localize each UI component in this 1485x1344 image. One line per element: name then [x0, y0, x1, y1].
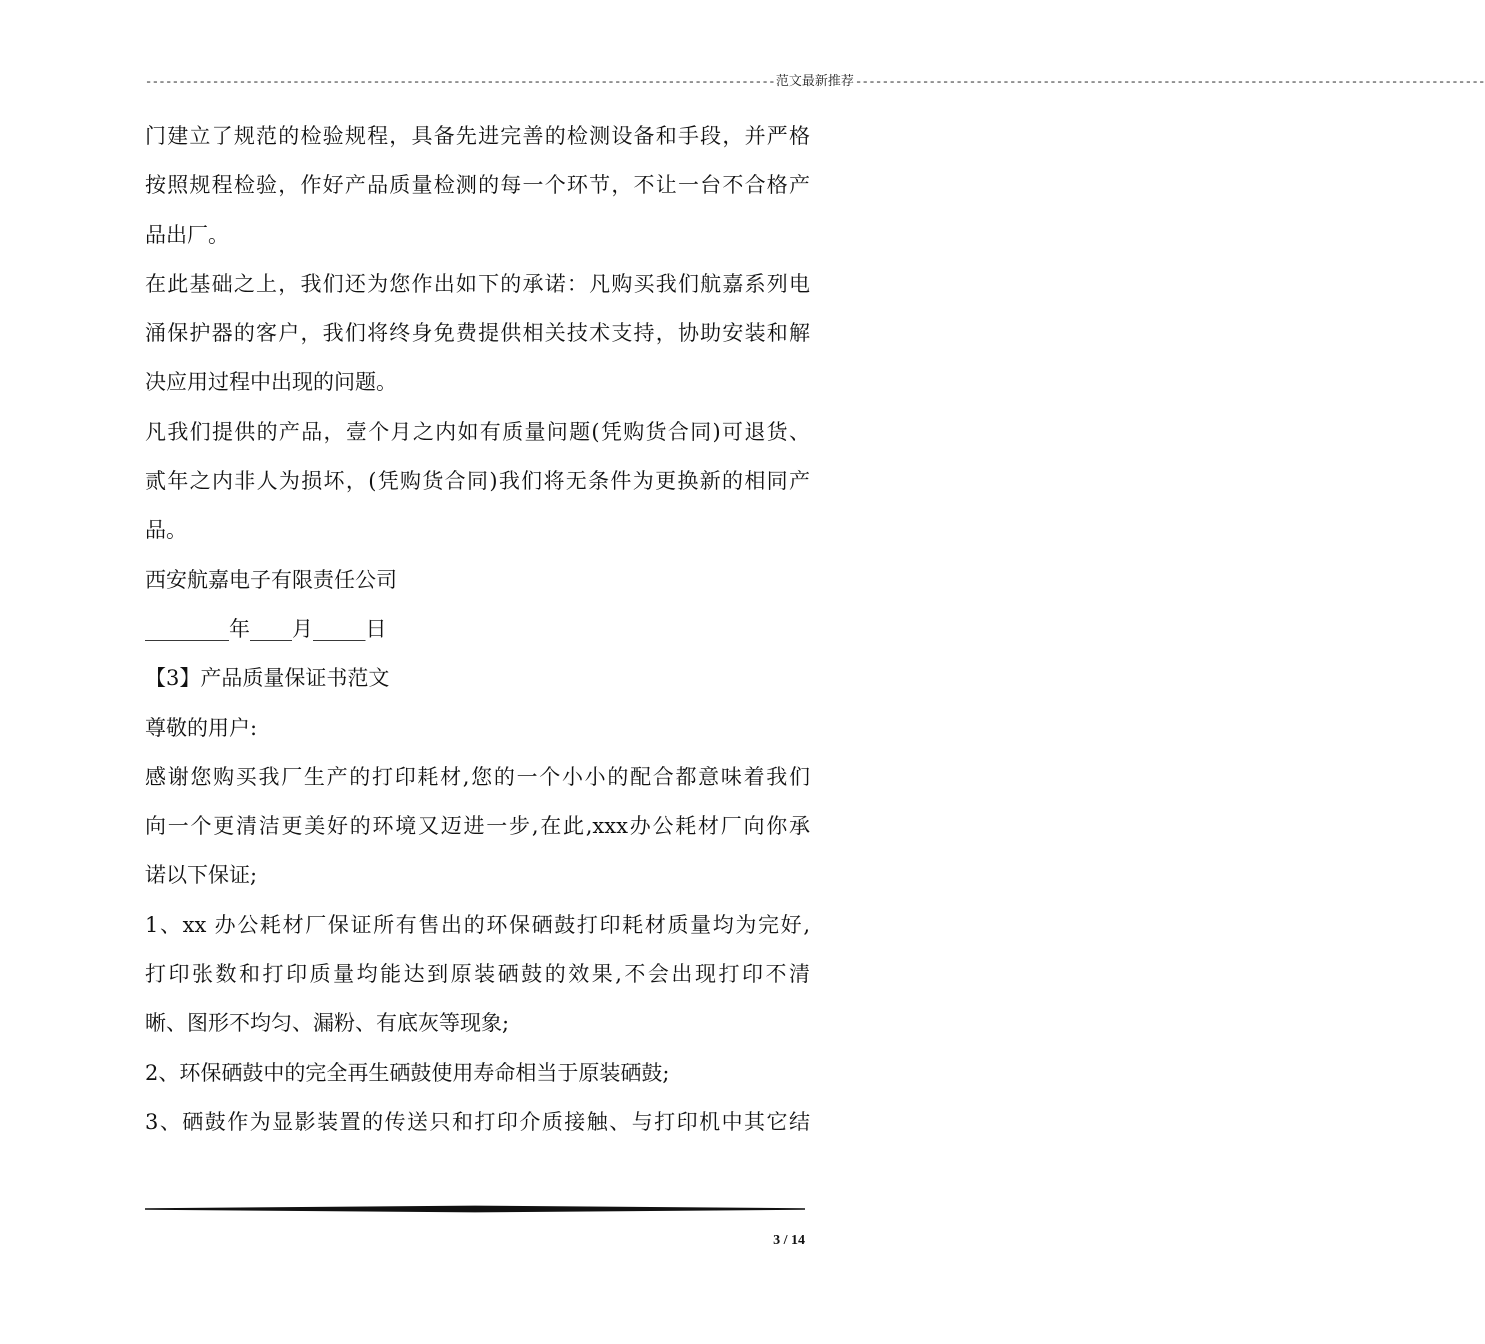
company-signature: 西安航嘉电子有限责任公司: [145, 567, 397, 592]
document-body: [145, 112, 810, 1147]
section-heading: 【3】产品质量保证书范文: [145, 666, 390, 691]
page-number: 3 / 14: [773, 1233, 805, 1248]
body-line: 在此基础之上，我们还为您作出如下的承诺：凡购买我们航嘉系列电: [145, 271, 810, 296]
body-line: 按照规程检验，作好产品质量检测的每一个环节，不让一台不合格产: [145, 173, 810, 198]
body-line: 3、硒鼓作为显影装置的传送只和打印介质接触、与打印机中其它结: [145, 1109, 810, 1134]
header-left-rule: ----------------------------------------------------------------------------------------------: [145, 75, 775, 89]
footer-rule: [145, 1205, 805, 1213]
header-right-rule: ----------------------------------------------------------------------------------------------: [854, 75, 1485, 89]
body-line: 2、环保硒鼓中的完全再生硒鼓使用寿命相当于原装硒鼓;: [145, 1060, 670, 1085]
body-line: 贰年之内非人为损坏，(凭购货合同)我们将无条件为更换新的相同产: [145, 469, 810, 494]
signature-date: ________年____月_____日: [145, 616, 387, 641]
body-line: 涌保护器的客户，我们将终身免费提供相关技术支持，协助安装和解: [145, 321, 810, 346]
page-header: [145, 72, 1485, 92]
body-line: 1、xx 办公耗材厂保证所有售出的环保硒鼓打印耗材质量均为完好,: [145, 912, 810, 937]
body-line: 晰、图形不均匀、漏粉、有底灰等现象;: [145, 1011, 510, 1036]
body-line: 门建立了规范的检验规程，具备先进完善的检测设备和手段，并严格: [145, 124, 810, 148]
salutation: 尊敬的用户:: [145, 715, 258, 740]
body-line: 向一个更清洁更美好的环境又迈进一步,在此,xxx办公耗材厂向你承: [145, 814, 810, 839]
body-line: 品出厂。: [145, 222, 229, 247]
body-line: 凡我们提供的产品，壹个月之内如有质量问题(凭购货合同)可退货、: [145, 419, 810, 444]
body-line: 诺以下保证;: [145, 863, 258, 888]
body-line: 打印张数和打印质量均能达到原装硒鼓的效果,不会出现打印不清: [145, 962, 810, 987]
body-line: 感谢您购买我厂生产的打印耗材,您的一个小小的配合都意味着我们: [145, 764, 810, 789]
body-line: 品。: [145, 518, 187, 543]
body-line: 决应用过程中出现的问题。: [145, 370, 397, 395]
header-title: 范文最新推荐: [775, 74, 854, 89]
